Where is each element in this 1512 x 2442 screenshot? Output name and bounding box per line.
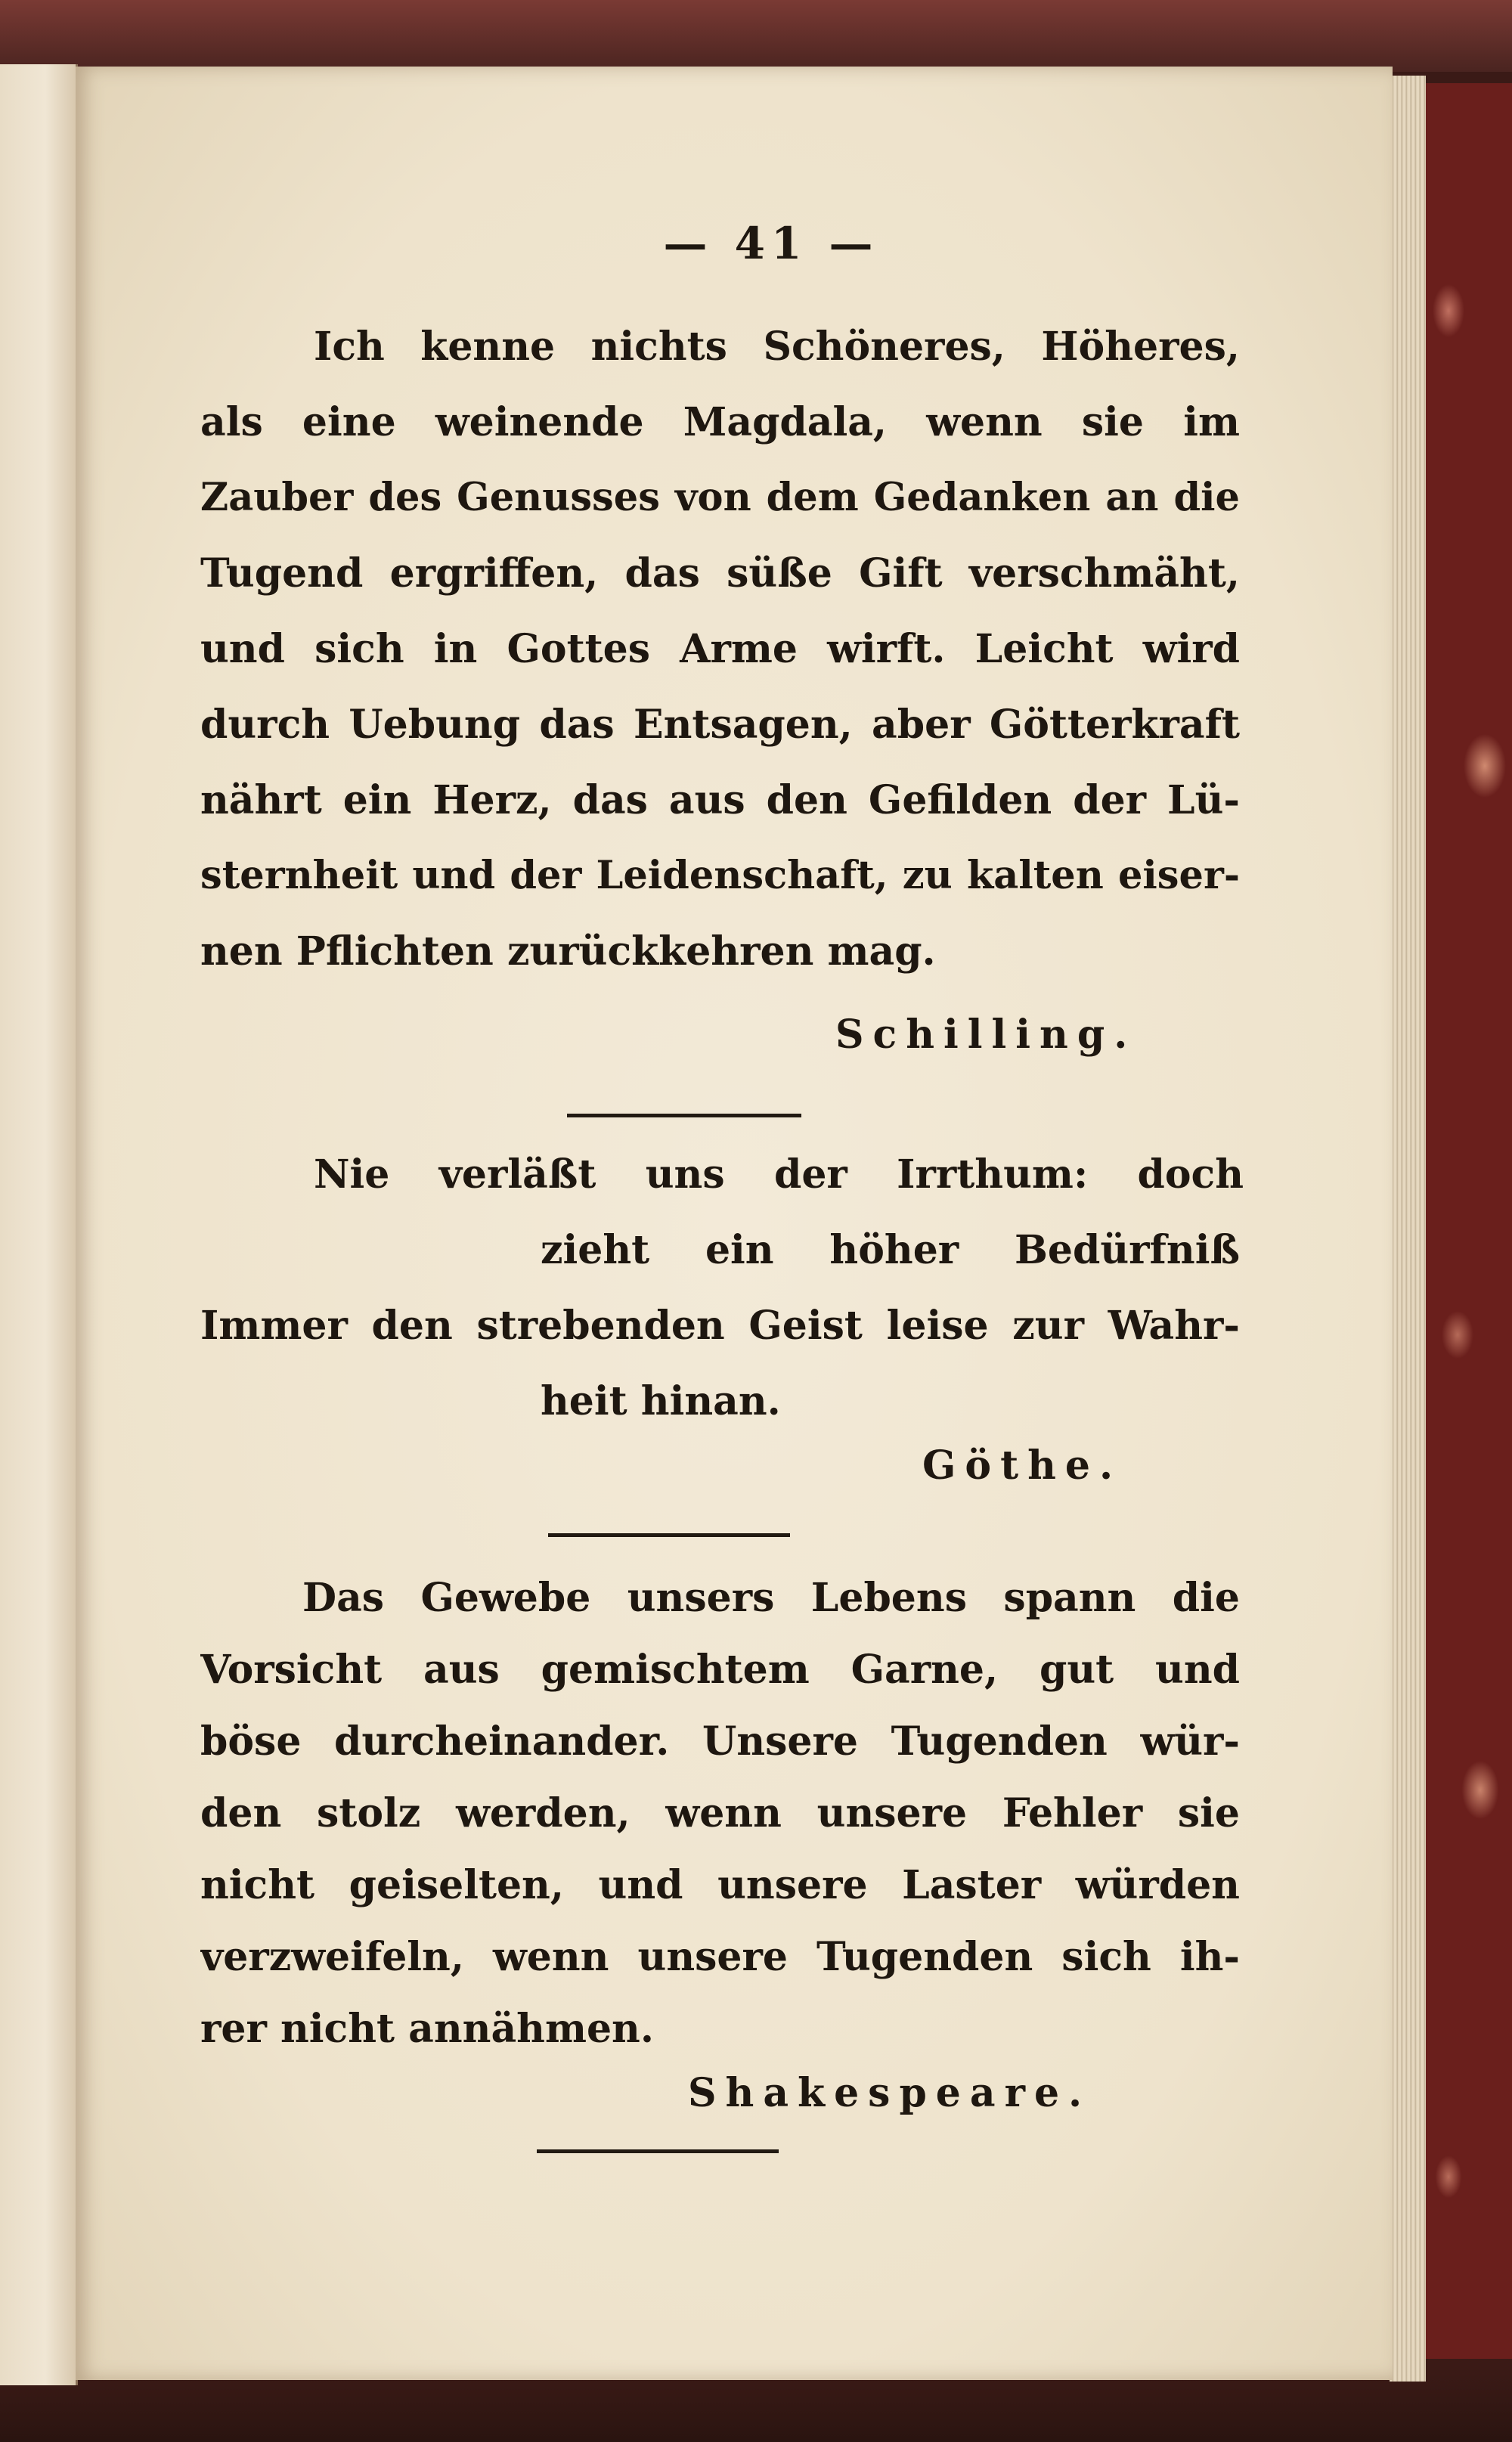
divider-rule xyxy=(537,2149,779,2153)
quote-2-line-3: Immer den strebenden Geist leise zur Wahr- xyxy=(200,1303,1240,1349)
quote-3-line-7: rer nicht annähmen. xyxy=(200,2006,654,2052)
quote-3-line-2: Vorsicht aus gemischtem Garne, gut und xyxy=(200,1647,1240,1693)
quote-1-line-9: nen Pflichten zurückkehren mag. xyxy=(200,928,936,975)
quote-1-line-1: Ich kenne nichts Schöneres, Höheres, xyxy=(314,324,1240,370)
book-cover-top xyxy=(0,0,1512,72)
page xyxy=(76,67,1393,2380)
quote-2-line-1: Nie verläßt uns der Irrthum: doch xyxy=(314,1151,1244,1198)
left-page-edge xyxy=(0,64,78,2385)
quote-1-line-2: als eine weinende Magdala, wenn sie im xyxy=(200,399,1240,445)
page-stack-edge xyxy=(1390,76,1426,2382)
quote-3-line-3: böse durcheinander. Unsere Tugenden wür- xyxy=(200,1718,1240,1765)
quote-1-line-8: sternheit und der Leidenschaft, zu kalten eiser- xyxy=(200,853,1240,898)
quote-1-line-7: nährt ein Herz, das aus den Gefilden der Lü- xyxy=(200,777,1240,823)
quote-1-line-3: Zauber des Genusses von dem Gedanken an die xyxy=(200,475,1240,520)
book-cover-bottom xyxy=(0,2374,1512,2442)
divider-rule xyxy=(567,1114,801,1117)
quote-3-author: Shakespeare. xyxy=(688,2070,1092,2116)
quote-1-line-6: durch Uebung das Entsagen, aber Götterkraft xyxy=(200,702,1240,748)
quote-3-line-5: nicht geiselten, und unsere Laster würden xyxy=(200,1862,1240,1908)
quote-2-line-4: heit hinan. xyxy=(541,1378,781,1424)
quote-3-line-1: Das Gewebe unsers Lebens spann die xyxy=(302,1575,1240,1621)
page-number: — 41 — xyxy=(663,218,879,269)
quote-1-line-4: Tugend ergriffen, das süße Gift verschmäht, xyxy=(200,550,1240,597)
quote-3-line-6: verzweifeln, wenn unsere Tugenden sich ih- xyxy=(200,1934,1240,1980)
quote-2-line-2: zieht ein höher Bedürfniß xyxy=(541,1227,1240,1273)
quote-1-line-5: und sich in Gottes Arme wirft. Leicht wird xyxy=(200,626,1240,672)
quote-3-line-4: den stolz werden, wenn unsere Fehler sie xyxy=(200,1790,1240,1836)
quote-2-author: Göthe. xyxy=(922,1443,1123,1489)
divider-rule xyxy=(548,1533,790,1537)
quote-1-author: Schilling. xyxy=(835,1012,1137,1058)
marbled-cover-edge xyxy=(1421,83,1512,2359)
